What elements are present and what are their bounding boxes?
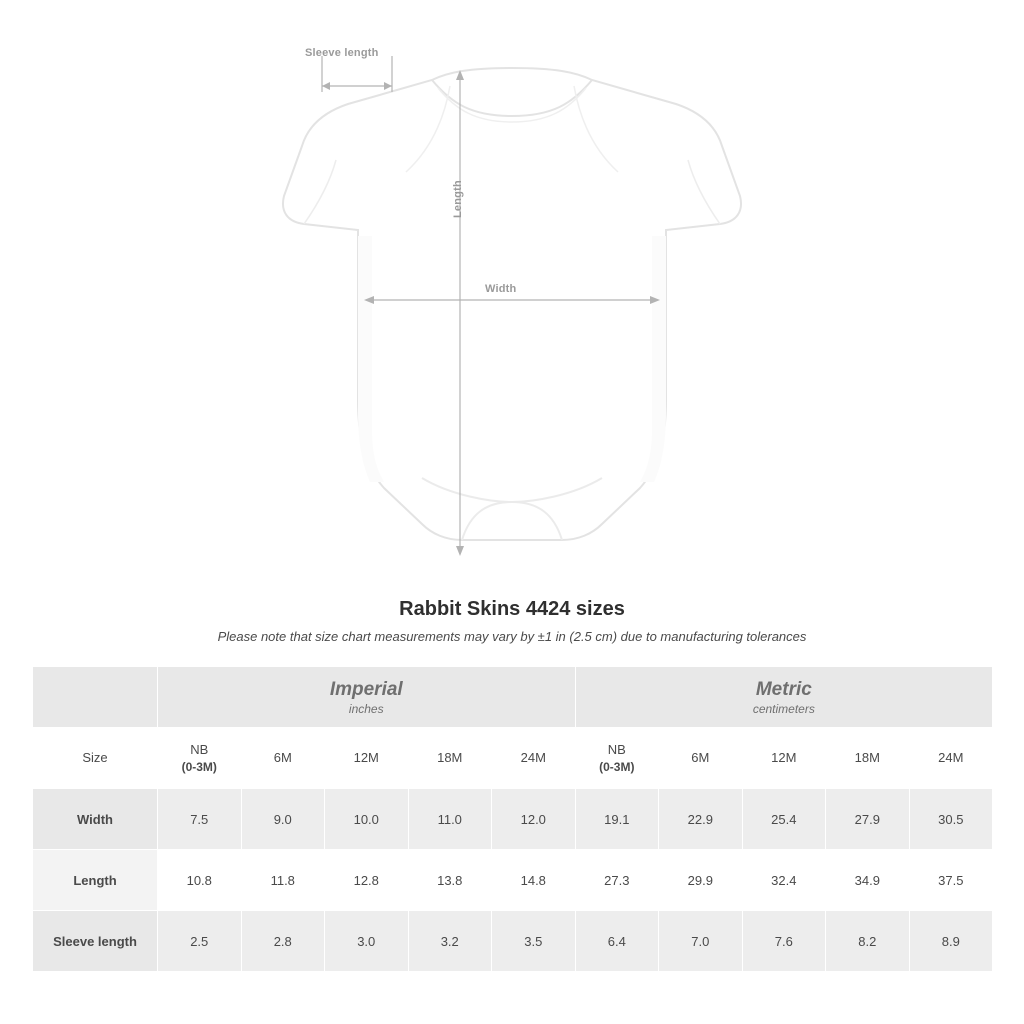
cell-length-metric-nb: 27.3 — [575, 850, 659, 911]
column-header-imperial-12m: 12M — [325, 728, 409, 789]
column-header-imperial-18m: 18M — [408, 728, 492, 789]
cell-sleeve-imperial-12m: 3.0 — [325, 911, 409, 972]
cell-length-imperial-12m: 12.8 — [325, 850, 409, 911]
column-header-metric-24m: 24M — [909, 728, 993, 789]
column-header-sub: (0-3M) — [599, 759, 635, 774]
unit-group-imperial-label: Imperial — [329, 678, 403, 700]
column-header-sub: (0-3M) — [181, 759, 217, 774]
unit-group-metric-label: Metric — [755, 678, 812, 700]
cell-sleeve-imperial-nb: 2.5 — [158, 911, 242, 972]
column-header-metric-18m: 18M — [826, 728, 910, 789]
unit-system-row — [33, 667, 993, 728]
size-chart-header — [0, 598, 1024, 644]
column-header-imperial-nb — [158, 728, 242, 789]
cell-sleeve-metric-6m: 7.0 — [659, 911, 743, 972]
cell-length-metric-24m: 37.5 — [909, 850, 993, 911]
cell-width-metric-18m: 27.9 — [826, 789, 910, 850]
cell-length-metric-6m: 29.9 — [659, 850, 743, 911]
row-label-length: Length — [33, 850, 158, 911]
cell-width-metric-6m: 22.9 — [659, 789, 743, 850]
unit-group-metric-sub: centimeters — [752, 702, 815, 717]
cell-width-metric-12m: 25.4 — [742, 789, 826, 850]
cell-width-imperial-18m: 11.0 — [408, 789, 492, 850]
column-header-imperial-24m: 24M — [492, 728, 576, 789]
bodysuit-shape — [283, 68, 741, 540]
tolerance-note: Please note that size chart measurements may vary by ±1 in (2.5 cm) due to manufacturing tolerances — [217, 629, 807, 644]
size-chart-table — [32, 666, 993, 972]
cell-sleeve-metric-24m: 8.9 — [909, 911, 993, 972]
cell-sleeve-imperial-24m: 3.5 — [492, 911, 576, 972]
cell-width-metric-24m: 30.5 — [909, 789, 993, 850]
unit-group-imperial-sub: inches — [348, 702, 384, 717]
cell-sleeve-metric-12m: 7.6 — [742, 911, 826, 972]
cell-length-imperial-nb: 10.8 — [158, 850, 242, 911]
size-table-container — [32, 666, 992, 972]
sleeve-length-dimension-label: Sleeve length — [305, 47, 379, 59]
cell-sleeve-imperial-18m: 3.2 — [408, 911, 492, 972]
cell-sleeve-metric-nb: 6.4 — [575, 911, 659, 972]
page-title: Rabbit Skins 4424 sizes — [399, 598, 625, 620]
table-row — [33, 911, 993, 972]
column-header-main: NB — [607, 742, 626, 758]
table-row — [33, 850, 993, 911]
cell-length-imperial-18m: 13.8 — [408, 850, 492, 911]
column-header-main: NB — [190, 742, 209, 758]
cell-width-imperial-12m: 10.0 — [325, 789, 409, 850]
cell-sleeve-metric-18m: 8.2 — [826, 911, 910, 972]
length-dimension-label: Length — [452, 180, 464, 218]
column-header-row — [33, 728, 993, 789]
cell-length-imperial-6m: 11.8 — [241, 850, 325, 911]
cell-sleeve-imperial-6m: 2.8 — [241, 911, 325, 972]
unit-group-imperial — [158, 667, 576, 728]
column-header-metric-6m: 6M — [659, 728, 743, 789]
cell-length-imperial-24m: 14.8 — [492, 850, 576, 911]
table-row — [33, 789, 993, 850]
column-header-metric-nb — [575, 728, 659, 789]
table-corner-cell — [33, 667, 158, 728]
cell-width-metric-nb: 19.1 — [575, 789, 659, 850]
unit-group-metric — [575, 667, 993, 728]
cell-width-imperial-nb: 7.5 — [158, 789, 242, 850]
width-dimension-label: Width — [485, 283, 517, 295]
cell-length-metric-18m: 34.9 — [826, 850, 910, 911]
cell-length-metric-12m: 32.4 — [742, 850, 826, 911]
row-header-size: Size — [33, 728, 158, 789]
row-label-width: Width — [33, 789, 158, 850]
cell-width-imperial-24m: 12.0 — [492, 789, 576, 850]
column-header-metric-12m: 12M — [742, 728, 826, 789]
row-label-sleeve-length: Sleeve length — [33, 911, 158, 972]
cell-width-imperial-6m: 9.0 — [241, 789, 325, 850]
column-header-imperial-6m: 6M — [241, 728, 325, 789]
